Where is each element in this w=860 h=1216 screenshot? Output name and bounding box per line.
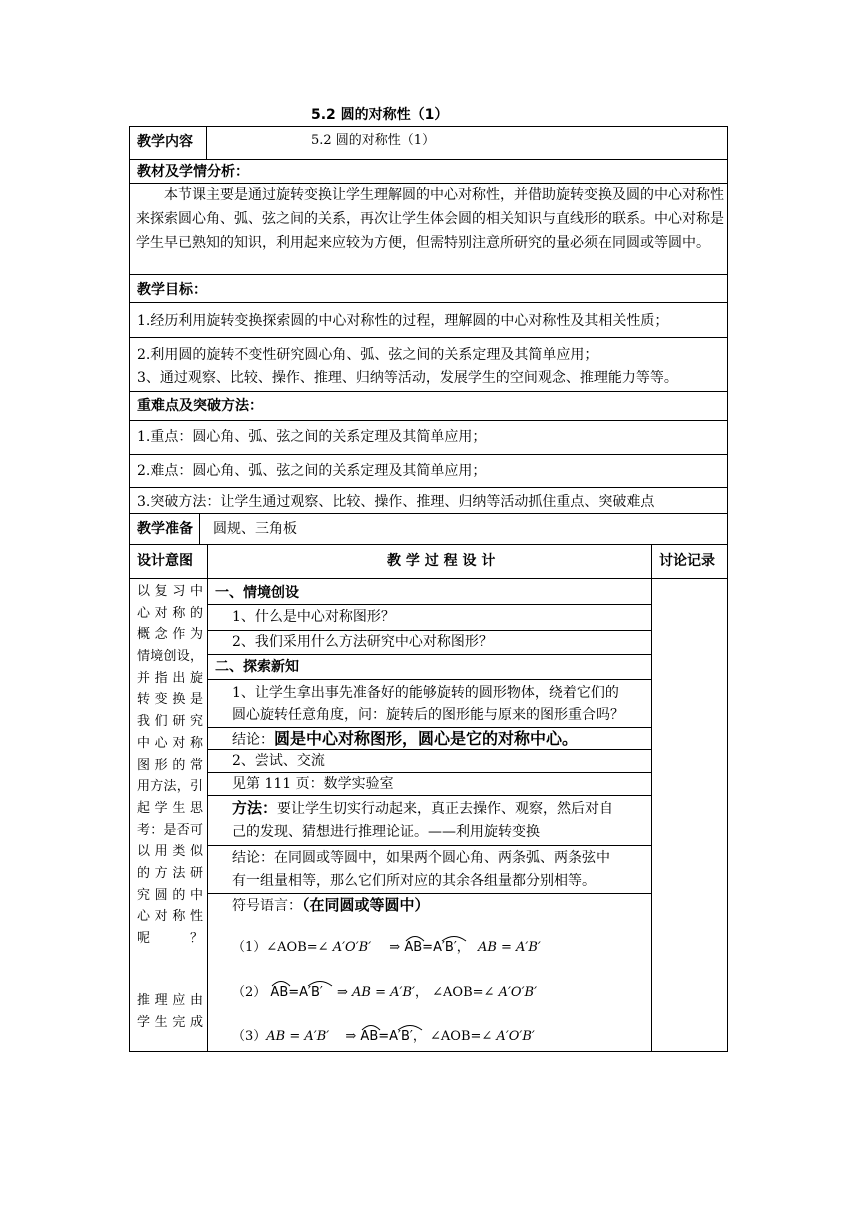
section2-title: 二、探索新知 xyxy=(215,659,299,675)
keypoint-item-3: 3.突破方法：让学生通过观察、比较、操作、推理、归纳等活动抓住重点、突破难点 xyxy=(137,494,655,510)
keypoint-item-2: 2.难点：圆心角、弧、弦之间的关系定理及其简单应用； xyxy=(137,463,487,479)
section2-p1-b: 圆心旋转任意角度，问：旋转后的图形能与原来的图形重合吗？ xyxy=(232,707,624,723)
prep-value: 圆规、三角板 xyxy=(213,521,297,537)
formula-2: （2） AB=A′B′ ⇒ AB = A′B′， ∠AOB=∠ A′O′B′ xyxy=(232,980,537,1002)
keypoints-heading: 重难点及突破方法： xyxy=(137,398,263,414)
intent-text: 以复习中 心对称的 概念作为 情境创设， 并指出旋 转变换是 我们研究 中心对称 图形的常 用方法，引 起学生思 考：是否可 以用类似 的方法研 究圆的中 心对称性 呢？ xyxy=(137,584,203,946)
method-b: 己的发现、猜想进行推理论证。——利用旋转变换 xyxy=(232,824,540,840)
section1-title: 一、情境创设 xyxy=(215,585,299,601)
arc-ab-equals-arc-a1b1: AB=A′B′ xyxy=(270,980,322,1002)
conclusion1: 结论：圆是中心对称图形，圆心是它的对称中心。 xyxy=(232,729,579,748)
method-a: 方法：要让学生切实行动起来，真正去操作、观察，然后对自 xyxy=(232,799,614,817)
content-value: 5.2 圆的对称性（1） xyxy=(311,133,436,148)
keypoint-item-1: 1.重点：圆心角、弧、弦之间的关系定理及其简单应用； xyxy=(137,429,487,445)
analysis-body: 本节课主要是通过旋转变换让学生理解圆的中心对称性，并借助旋转变换及圆的中心对称性来探索圆心角、弧、弦之间的关系，再次让学生体会圆的相关知识与直线形的联系。中心对称是学生早已熟知的知识，利用起来应较为方便，但需特别注意所研究的量必须在同圆或等圆中。 xyxy=(136,187,724,251)
prep-label: 教学准备 xyxy=(137,521,193,537)
conclusion2-a: 结论：在同圆或等圆中，如果两个圆心角、两条弧、两条弦中 xyxy=(232,850,610,866)
try-item: 2、尝试、交流 xyxy=(232,753,325,769)
formula-3: （3）AB = A′B′ ⇒ AB=A′B′， ∠AOB=∠ A′O′B′ xyxy=(232,1024,535,1046)
arc-ab-equals-arc-a1b1: AB=A′B′ xyxy=(404,935,456,957)
section1-q2: 2、我们采用什么方法研究中心对称图形？ xyxy=(232,634,493,650)
goal-item-2: 2.利用圆的旋转不变性研究圆心角、弧、弦之间的关系定理及其简单应用； xyxy=(137,347,599,363)
analysis-heading: 教材及学情分析： xyxy=(137,164,249,180)
content-label: 教学内容 xyxy=(137,134,193,150)
section1-q1: 1、什么是中心对称图形？ xyxy=(232,609,395,625)
formula-1: （1）∠AOB=∠ A′O′B′ ⇒ AB=A′B′， AB = A′B′ xyxy=(232,935,541,957)
conclusion2-b: 有一组量相等，那么它们所对应的其余各组量都分别相等。 xyxy=(232,873,596,889)
symbol-language: 符号语言：（在同圆或等圆中） xyxy=(232,896,430,914)
arc-ab-equals-arc-a1b1: AB=A′B′ xyxy=(360,1024,412,1046)
goals-heading: 教学目标： xyxy=(137,282,207,298)
intent-note: 推理应由 学生完成 xyxy=(137,993,203,1030)
header-discussion: 讨论记录 xyxy=(659,553,715,569)
section2-p1-a: 1、让学生拿出事先准备好的能够旋转的圆形物体，绕着它们的 xyxy=(232,685,619,701)
goal-item-3: 3、通过观察、比较、操作、推理、归纳等活动，发展学生的空间观念、推理能力等等。 xyxy=(137,370,678,386)
header-process: 教 学 过 程 设 计 xyxy=(387,553,496,569)
see-page: 见第 111 页：数学实验室 xyxy=(232,776,394,792)
header-intent: 设计意图 xyxy=(137,553,193,569)
document-title: 5.2 圆的对称性（1） xyxy=(311,107,449,123)
goal-item-1: 1.经历利用旋转变换探索圆的中心对称性的过程，理解圆的中心对称性及其相关性质； xyxy=(137,313,669,329)
